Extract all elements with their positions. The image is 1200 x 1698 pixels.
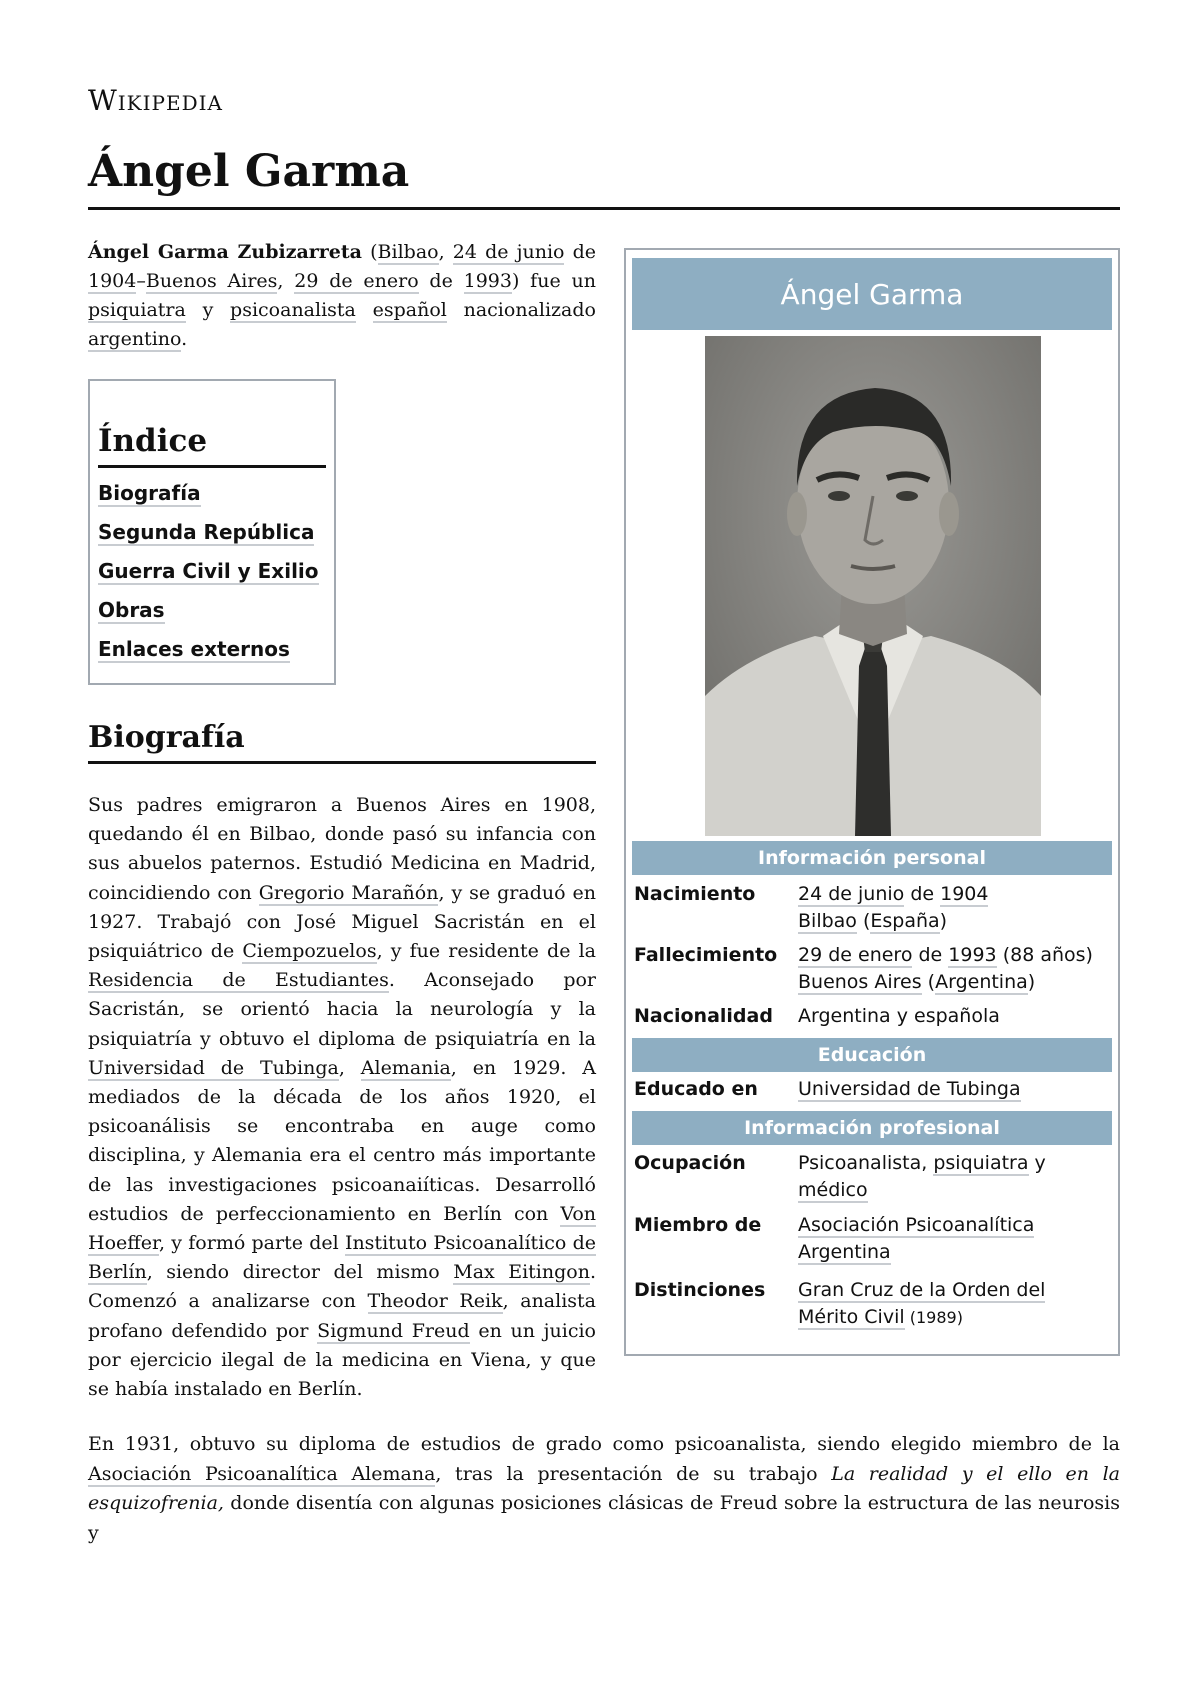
link-universidad-tubinga[interactable]: Universidad de Tubinga	[88, 1056, 339, 1079]
row-label: Ocupación	[634, 1152, 746, 1174]
link-instituto-berlin[interactable]: Instituto Psicoanalítico de Berlín	[88, 1232, 596, 1284]
portrait-photo[interactable]	[705, 336, 1041, 836]
link-alemania[interactable]: Alemania	[360, 1056, 451, 1079]
infobox-section-education: Educación	[632, 1038, 1112, 1072]
text: , y fue residente de la	[376, 940, 596, 963]
link-theodor-reik[interactable]: Theodor Reik	[367, 1290, 503, 1313]
title-divider	[88, 207, 1120, 210]
link-sigmund-freud[interactable]: Sigmund Freud	[317, 1319, 470, 1342]
text: . Comenzó a analizarse con	[88, 1261, 596, 1313]
row-value: 29 de enero de 1993 (88 años) Buenos Aires (Argentina)	[798, 944, 1093, 993]
infobox-title: Ángel Garma	[632, 258, 1112, 330]
link-residencia-estudiantes[interactable]: Residencia de Estudiantes	[88, 969, 389, 992]
toc-item-label: Guerra Civil y Exilio	[98, 559, 319, 583]
text: de	[904, 883, 941, 905]
link-bilbao[interactable]: Bilbao	[798, 910, 857, 932]
text: Sus padres emigraron a Buenos Aires en 1908, quedando él en Bilbao, donde pasó su infancia con sus abuelos paternos. Estudió Medicina en Madrid, coincidiendo con	[88, 794, 596, 904]
link-espana[interactable]: España	[870, 910, 940, 932]
wikipedia-logo[interactable]: Wikipedia	[88, 84, 223, 117]
link-asociacion-argentina[interactable]: Asociación Psicoanalítica Argentina	[798, 1214, 1035, 1263]
link-gran-cruz[interactable]: Gran Cruz de la Orden del Mérito Civil	[798, 1279, 1046, 1328]
link-birth-date[interactable]: 24 de junio	[798, 883, 905, 905]
bio-paragraph-2	[88, 1430, 1120, 1548]
toc-list	[98, 474, 326, 669]
link-death-date[interactable]: 29 de enero	[798, 944, 913, 966]
text: , en 1929. A mediados de la década de los años 1920, el psicoanálisis se encontraba en auge como disciplina, y Alemania era el centro más importante de las investigaciones psicoanaiíticas. Desarrolló estudios de perfeccionamiento en Berlín con	[88, 1056, 596, 1225]
toc-item-biografia[interactable]	[98, 474, 326, 513]
work-title: La realidad y el ello en la esquizofrenia,	[88, 1462, 1121, 1514]
text: y	[1028, 1152, 1046, 1174]
link-birth-year[interactable]: 1904	[88, 270, 137, 292]
toc-item-segunda-republica[interactable]	[98, 513, 326, 552]
text	[356, 299, 373, 321]
link-espanol[interactable]: español	[372, 299, 447, 321]
text: –	[136, 270, 146, 292]
text: de	[912, 944, 949, 966]
row-value	[798, 1277, 1058, 1331]
link-buenos-aires[interactable]: Buenos Aires	[798, 971, 922, 993]
text: ,	[338, 1056, 361, 1079]
infobox-row-ocupacion	[634, 1150, 1112, 1204]
row-label: Miembro de	[634, 1214, 762, 1236]
toc-title: Índice	[98, 423, 326, 468]
text: (1989)	[904, 1308, 963, 1327]
link-asociacion-alemana[interactable]: Asociación Psicoanalítica Alemana	[88, 1462, 436, 1485]
row-label: Distinciones	[634, 1279, 766, 1301]
link-psiquiatra[interactable]: psiquiatra	[88, 299, 186, 321]
row-label: Nacionalidad	[634, 1005, 773, 1027]
row-value	[798, 1076, 1112, 1103]
text: ,	[438, 241, 453, 263]
row-value	[798, 1212, 1048, 1266]
text: (	[362, 241, 378, 263]
text: ,	[277, 270, 295, 292]
text: , siendo director del mismo	[146, 1261, 454, 1284]
text: de	[418, 270, 464, 292]
toc-item-label: Enlaces externos	[98, 637, 290, 661]
infobox-row-fallecimiento	[634, 942, 1112, 996]
link-psiquiatra[interactable]: psiquiatra	[933, 1152, 1029, 1174]
link-death-year[interactable]: 1993	[463, 270, 512, 292]
row-label: Nacimiento	[634, 883, 756, 905]
text: nacionalizado	[446, 299, 596, 321]
link-ciempozuelos[interactable]: Ciempozuelos	[242, 940, 377, 963]
text: En 1931, obtuvo su diploma de estudios de grado como psicoanalista, siendo elegido miembro de la	[88, 1433, 1120, 1455]
infobox-row-educado	[634, 1076, 1112, 1104]
toc-item-label: Biografía	[98, 481, 201, 505]
table-of-contents	[88, 379, 336, 685]
text: en un juicio por ejercicio ilegal de la medicina en Viena, y que se había instalado en Berlín.	[88, 1319, 596, 1401]
infobox-section-personal: Información personal	[632, 841, 1112, 875]
row-value	[798, 1150, 1112, 1204]
link-death-date[interactable]: 29 de enero	[294, 270, 419, 292]
text: .	[181, 328, 188, 350]
infobox-row-nacimiento	[634, 881, 1112, 935]
link-max-eitingon[interactable]: Max Eitingon	[453, 1261, 590, 1284]
page-title: Ángel Garma	[88, 146, 410, 197]
infobox-section-professional: Información profesional	[632, 1111, 1112, 1145]
toc-item-obras[interactable]	[98, 591, 326, 630]
row-value: 24 de junio de 1904 Bilbao (España)	[798, 883, 989, 932]
text: donde disentía con algunas posiciones clásicas de Freud sobre la estructura de las neurosis y	[88, 1492, 1120, 1544]
toc-item-enlaces[interactable]	[98, 630, 326, 669]
text: , tras la presentación de su trabajo	[435, 1462, 832, 1485]
lead-paragraph	[88, 238, 596, 354]
text: ) fue un	[511, 270, 596, 292]
link-buenos-aires[interactable]: Buenos Aires	[145, 270, 278, 292]
row-value: Argentina y española	[798, 1005, 1000, 1027]
toc-item-label: Segunda República	[98, 520, 315, 544]
link-gregorio-maranon[interactable]: Gregorio Marañón	[258, 881, 439, 904]
link-bilbao[interactable]: Bilbao	[377, 241, 439, 263]
row-label: Fallecimiento	[634, 944, 778, 966]
infobox-row-distinciones	[634, 1277, 1112, 1331]
infobox-row-nacionalidad	[634, 1003, 1112, 1031]
infobox-row-miembro	[634, 1212, 1112, 1266]
text: , analista profano defendido por	[88, 1290, 596, 1342]
text: . Aconsejado por Sacristán, se orientó hacia la neurología y la psiquiatría y obtuvo el diploma de psiquiatría en la	[88, 969, 597, 1050]
link-argentino[interactable]: argentino	[88, 328, 182, 350]
text: , y formó parte del	[159, 1232, 345, 1255]
text: (88 años)	[996, 944, 1093, 966]
toc-item-label: Obras	[98, 598, 165, 622]
subject-name: Ángel Garma Zubizarreta	[88, 241, 362, 263]
row-label: Educado en	[634, 1078, 758, 1100]
link-von-hoeffer[interactable]: Von Hoeffer	[88, 1202, 596, 1255]
text: , y se graduó en 1927. Trabajó con José Miguel Sacristán en el psiquiátrico de	[88, 881, 596, 963]
link-birth-date[interactable]: 24 de junio	[452, 241, 565, 263]
text: Psicoanalista,	[798, 1152, 934, 1174]
section-heading-biografia: Biografía	[88, 720, 596, 764]
text: y	[185, 299, 231, 321]
link-birth-year[interactable]: 1904	[940, 883, 989, 905]
portrait-image	[705, 336, 1041, 836]
toc-item-guerra-civil[interactable]	[98, 552, 326, 591]
text: de	[564, 241, 597, 263]
link-psicoanalista[interactable]: psicoanalista	[230, 299, 356, 321]
link-death-year[interactable]: 1993	[948, 944, 997, 966]
link-argentina[interactable]: Argentina	[935, 971, 1028, 993]
link-medico[interactable]: médico	[798, 1179, 868, 1201]
bio-paragraph-1	[88, 791, 596, 1404]
infobox	[624, 248, 1120, 1356]
link-universidad-tubinga[interactable]: Universidad de Tubinga	[798, 1078, 1021, 1100]
